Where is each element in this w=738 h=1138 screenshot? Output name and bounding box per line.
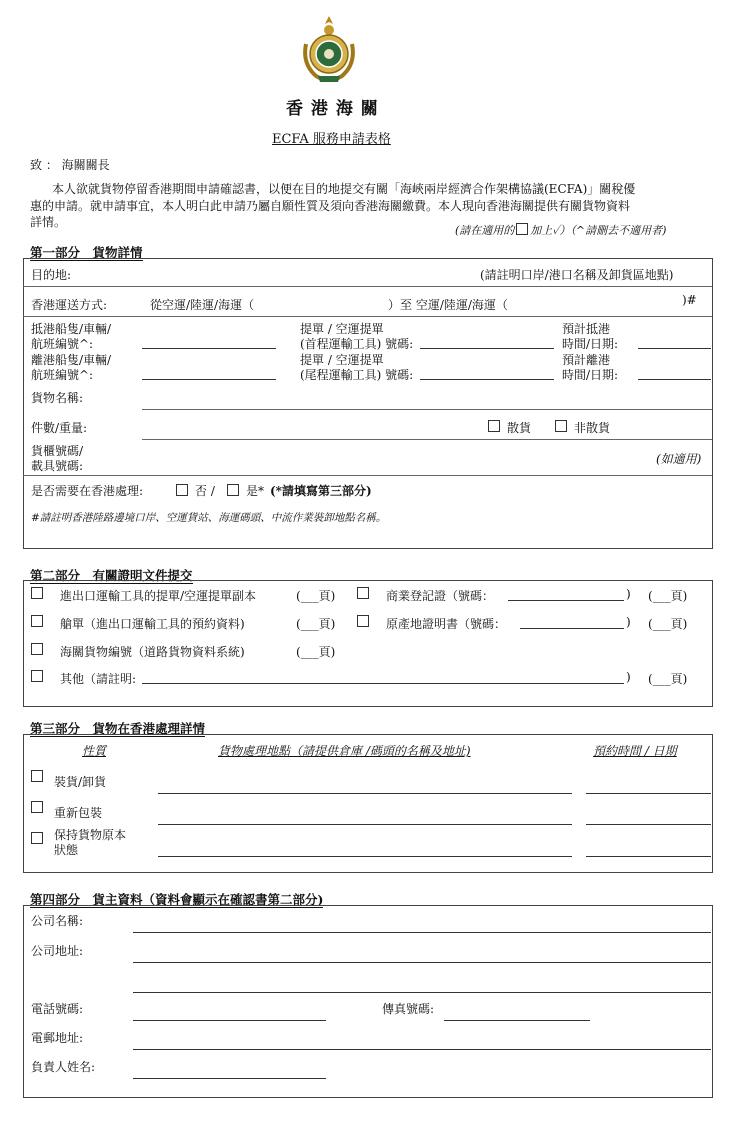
part4-box: [23, 905, 713, 1098]
doc-br-label: 商業登記證（號碼：: [386, 589, 495, 603]
agency-name: 香 港 海 關: [286, 99, 379, 119]
keep-state-checkbox[interactable]: [31, 832, 43, 844]
bl-arrive-label-2: (首程運輸工具) 號碼:: [300, 337, 414, 351]
repack-checkbox[interactable]: [31, 801, 43, 813]
company-address-field-2[interactable]: [133, 992, 711, 993]
bl-depart-label-2: (尾程運輸工具) 號碼:: [300, 368, 414, 382]
doc-other-field[interactable]: [142, 683, 624, 684]
non-bulk-checkbox[interactable]: [555, 420, 567, 432]
doc-cargo-ref-checkbox[interactable]: [31, 643, 43, 655]
company-name-label: 公司名稱:: [31, 914, 84, 928]
transport-label: 香港運送方式:: [31, 298, 108, 312]
phone-label: 電話號碼:: [31, 1002, 84, 1016]
fax-field[interactable]: [444, 1020, 590, 1021]
part1-box: [23, 258, 713, 549]
company-address-label: 公司地址:: [31, 944, 84, 958]
doc-manifest-checkbox[interactable]: [31, 615, 43, 627]
part2-title: 第二部分 有關證明文件提交: [30, 568, 193, 583]
keep-state-label-1: 保持貨物原本: [54, 828, 127, 842]
doc-br-pages: (___頁): [648, 589, 688, 603]
doc-bl-checkbox[interactable]: [31, 587, 43, 599]
keep-state-time-field[interactable]: [586, 856, 711, 857]
person-in-charge-label: 負責人姓名:: [31, 1060, 96, 1074]
col-location-header: 貨物處理地點（請提供倉庫 /碼頭的名稱及地址): [218, 744, 471, 758]
eta-label-1: 預計抵港: [562, 322, 611, 336]
intro-line-1: 本人欲就貨物停留香港期間申請確認書，以便在目的地提交有關「海峽兩岸經濟合作架構協議(ECFA)」關稅優: [52, 182, 636, 196]
col-time-header: 預約時間 / 日期: [593, 744, 677, 758]
doc-other-pages: (___頁): [648, 672, 688, 686]
customs-emblem-logo: [296, 14, 362, 86]
repack-time-field[interactable]: [586, 824, 711, 825]
destination-hint: (請註明口岸/港口名稱及卸貨區地點): [480, 268, 674, 282]
depart-vessel-field[interactable]: [142, 379, 276, 380]
email-field[interactable]: [133, 1049, 711, 1050]
doc-cargo-ref-pages: (___頁): [296, 645, 336, 659]
transport-close: )#: [682, 293, 697, 307]
doc-bl-label: 進出口運輸工具的提單/空運提單副本: [60, 589, 257, 603]
bl-depart-field[interactable]: [420, 379, 554, 380]
handling-no-checkbox[interactable]: [176, 484, 188, 496]
doc-origin-checkbox[interactable]: [357, 615, 369, 627]
arrive-vessel-field[interactable]: [142, 348, 276, 349]
fax-label: 傳真號碼:: [382, 1002, 435, 1016]
doc-other-checkbox[interactable]: [31, 670, 43, 682]
destination-label: 目的地:: [31, 268, 72, 282]
bl-arrive-label-1: 提單 / 空運提單: [300, 322, 384, 336]
handling-yes-label: 是*: [246, 484, 265, 498]
part4-title: 第四部分 貨主資料（資料會顯示在確認書第二部分): [30, 892, 324, 907]
transport-from: 從空運/陸運/海運（: [150, 298, 255, 312]
doc-br-checkbox[interactable]: [357, 587, 369, 599]
container-label-2: 載具號碼:: [31, 459, 84, 473]
load-location-field[interactable]: [158, 793, 572, 794]
load-unload-checkbox[interactable]: [31, 770, 43, 782]
fill-part3-note: (*請填寫第三部分): [270, 484, 372, 498]
keep-state-location-field[interactable]: [158, 856, 572, 857]
load-unload-label: 裝貨/卸貨: [54, 775, 107, 789]
arrive-vessel-label-2: 航班編號^:: [31, 337, 94, 351]
repack-location-field[interactable]: [158, 824, 572, 825]
doc-origin-pages: (___頁): [648, 617, 688, 631]
addressee: 致 ： 海關關長: [30, 158, 110, 172]
doc-other-close: ): [626, 670, 631, 684]
etd-label-1: 預計離港: [562, 353, 611, 367]
container-label-1: 貨櫃號碼/: [31, 444, 84, 458]
intro-line-2: 惠的申請。就申請事宜，本人明白此申請乃屬自願性質及須向香港海關繳費。本人現向香港海關提供有關貨物資料: [30, 199, 631, 213]
doc-manifest-pages: (___頁): [296, 617, 336, 631]
intro-line-3: 詳情。: [30, 215, 67, 229]
doc-manifest-label: 艙單（進出口運輸工具的預約資料): [60, 617, 245, 631]
instructions-note: (請在適用的 加上✓）（^請刪去不適用者): [455, 224, 667, 237]
quantity-label: 件數/重量:: [31, 421, 88, 435]
email-label: 電郵地址:: [31, 1031, 84, 1045]
doc-other-label: 其他（請註明:: [60, 672, 137, 686]
bl-arrive-field[interactable]: [420, 348, 554, 349]
depart-vessel-label-1: 離港船隻/車輛/: [31, 353, 112, 367]
handling-yes-checkbox[interactable]: [227, 484, 239, 496]
doc-origin-label: 原產地證明書（號碼：: [386, 617, 507, 631]
eta-label-2: 時間/日期:: [562, 337, 619, 351]
bulk-label: 散貨: [507, 421, 532, 435]
doc-bl-pages: (___頁): [296, 589, 336, 603]
goods-name-label: 貨物名稱:: [31, 391, 84, 405]
doc-cargo-ref-label: 海關貨物編號（道路貨物資料系統): [60, 645, 245, 659]
transport-to: ）至 空運/陸運/海運（: [388, 298, 508, 312]
arrive-vessel-label-1: 抵港船隻/車輛/: [31, 322, 112, 336]
company-address-field-1[interactable]: [133, 962, 711, 963]
form-title: ECFA 服務申請表格: [272, 132, 391, 147]
doc-br-close: ): [626, 587, 631, 601]
phone-field[interactable]: [133, 1020, 326, 1021]
company-name-field[interactable]: [133, 932, 711, 933]
etd-field[interactable]: [638, 379, 711, 380]
person-in-charge-field[interactable]: [133, 1078, 326, 1079]
repack-label: 重新包裝: [54, 806, 103, 820]
if-applicable-note: (如適用): [656, 452, 702, 466]
handling-no-label: 否 /: [195, 484, 215, 498]
non-bulk-label: 非散貨: [574, 421, 611, 435]
part1-title: 第一部分 貨物詳情: [30, 245, 143, 260]
bulk-checkbox[interactable]: [488, 420, 500, 432]
load-time-field[interactable]: [586, 793, 711, 794]
doc-origin-close: ): [626, 615, 631, 629]
hk-handling-question: 是否需要在香港處理:: [31, 484, 144, 498]
checkbox-sample-icon: [516, 223, 528, 235]
etd-label-2: 時間/日期:: [562, 368, 619, 382]
col-nature-header: 性質: [82, 744, 107, 758]
keep-state-label-2: 狀態: [54, 843, 79, 857]
part1-footnote: #請註明香港陸路邊境口岸、空運貨站、海運碼頭、中流作業裝卸地點名稱。: [31, 512, 387, 524]
part3-title: 第三部分 貨物在香港處理詳情: [30, 721, 206, 736]
bl-depart-label-1: 提單 / 空運提單: [300, 353, 384, 367]
depart-vessel-label-2: 航班編號^:: [31, 368, 94, 382]
eta-field[interactable]: [638, 348, 711, 349]
